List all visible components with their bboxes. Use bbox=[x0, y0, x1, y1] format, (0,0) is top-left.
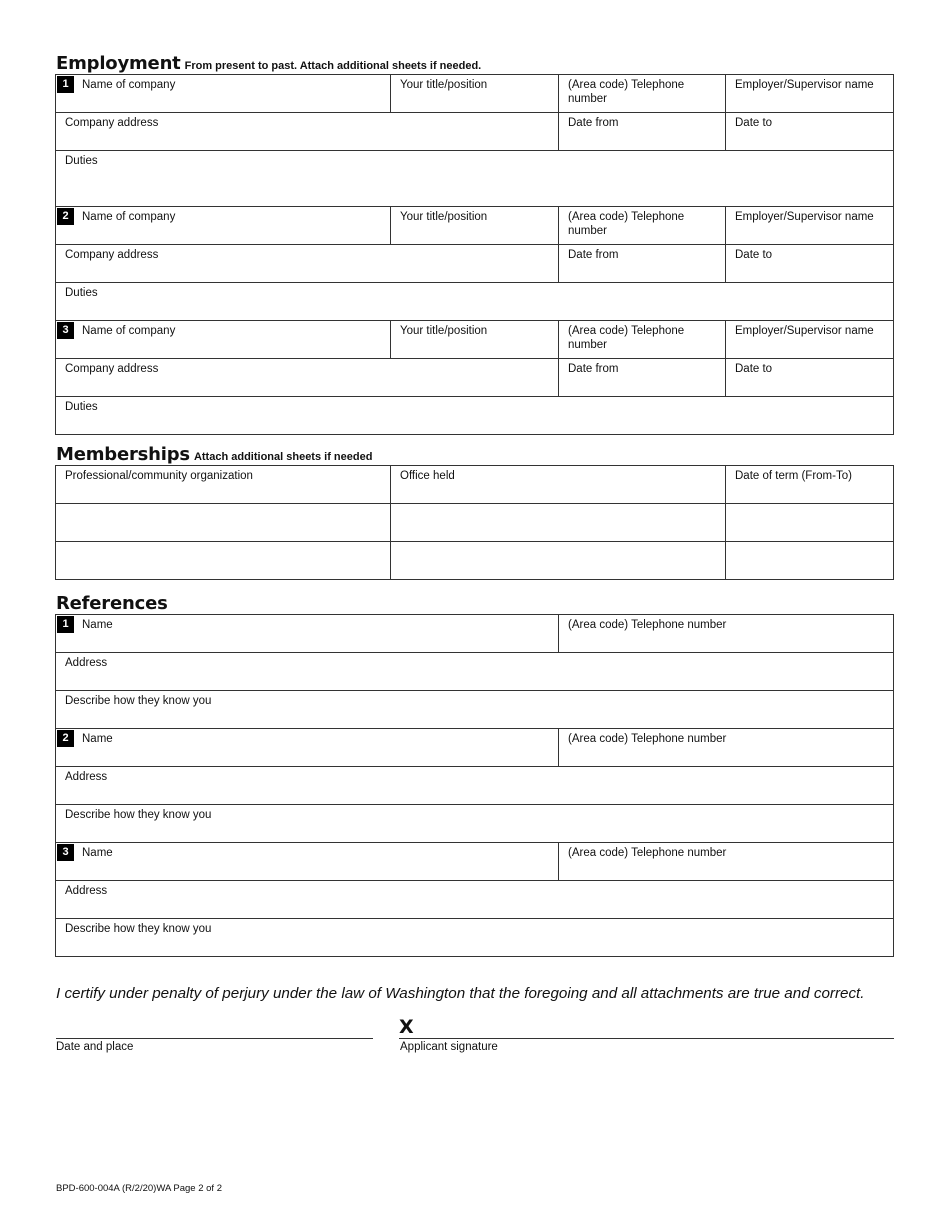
employment-row-2-top bbox=[56, 207, 894, 245]
membership-organization-field-3[interactable] bbox=[56, 542, 391, 580]
reference-1-describe-field[interactable] bbox=[56, 691, 894, 729]
reference-2-address-row bbox=[56, 767, 894, 805]
employment-2-supervisor-label: Employer/Supervisor name bbox=[735, 211, 874, 223]
reference-3-name-field[interactable] bbox=[56, 843, 559, 881]
employment-3-supervisor-label: Employer/Supervisor name bbox=[735, 325, 874, 337]
employment-1-number-badge: 1 bbox=[57, 76, 74, 93]
employment-3-number-badge: 3 bbox=[57, 322, 74, 339]
reference-1-name-field[interactable] bbox=[56, 615, 559, 653]
employment-table bbox=[55, 74, 894, 435]
employment-1-address-label: Company address bbox=[65, 117, 159, 129]
reference-2-address-label: Address bbox=[65, 771, 108, 783]
employment-1-duties-field[interactable] bbox=[56, 151, 894, 207]
employment-1-date-from-label: Date from bbox=[568, 117, 619, 129]
membership-office-field[interactable] bbox=[391, 466, 726, 504]
reference-1-number-badge: 1 bbox=[57, 616, 74, 633]
employment-2-title-field[interactable] bbox=[391, 207, 559, 245]
reference-3-address-row bbox=[56, 881, 894, 919]
date-place-label: Date and place bbox=[56, 1041, 134, 1053]
employment-3-date-from-label: Date from bbox=[568, 363, 619, 375]
reference-2-top-row bbox=[56, 729, 894, 767]
employment-1-date-from-field[interactable] bbox=[559, 113, 726, 151]
employment-2-phone-field[interactable] bbox=[559, 207, 726, 245]
employment-3-title-field[interactable] bbox=[391, 321, 559, 359]
reference-3-name-label: Name bbox=[82, 847, 113, 859]
reference-1-describe-row bbox=[56, 691, 894, 729]
reference-1-phone-field[interactable] bbox=[559, 615, 894, 653]
employment-subtitle: From present to past. Attach additional sheets if needed. bbox=[184, 60, 482, 72]
reference-2-describe-row bbox=[56, 805, 894, 843]
form-id-footer: BPD-600-004A (R/2/20)WA Page 2 of 2 bbox=[56, 1183, 222, 1194]
employment-3-supervisor-field[interactable] bbox=[726, 321, 894, 359]
employment-3-company-label: Name of company bbox=[82, 325, 176, 337]
employment-1-company-field[interactable] bbox=[56, 75, 391, 113]
reference-3-phone-field[interactable] bbox=[559, 843, 894, 881]
employment-2-title-label: Your title/position bbox=[400, 211, 488, 223]
employment-1-supervisor-field[interactable] bbox=[726, 75, 894, 113]
reference-2-phone-label: (Area code) Telephone number bbox=[568, 733, 727, 745]
employment-2-supervisor-field[interactable] bbox=[726, 207, 894, 245]
employment-row-2-mid bbox=[56, 245, 894, 283]
memberships-row-2 bbox=[56, 504, 894, 542]
employment-2-date-from-field[interactable] bbox=[559, 245, 726, 283]
reference-2-name-label: Name bbox=[82, 733, 113, 745]
employment-3-duties-field[interactable] bbox=[56, 397, 894, 435]
employment-2-number-badge: 2 bbox=[57, 208, 74, 225]
date-place-line[interactable] bbox=[56, 1038, 373, 1039]
memberships-subtitle: Attach additional sheets if needed bbox=[193, 451, 373, 463]
reference-3-phone-label: (Area code) Telephone number bbox=[568, 847, 727, 859]
employment-row-3-mid bbox=[56, 359, 894, 397]
reference-2-describe-label: Describe how they know you bbox=[65, 809, 212, 821]
employment-2-date-from-label: Date from bbox=[568, 249, 619, 261]
membership-term-field-3[interactable] bbox=[726, 542, 894, 580]
references-title: References bbox=[56, 593, 168, 614]
employment-title: Employment bbox=[56, 53, 181, 74]
employment-1-phone-field[interactable] bbox=[559, 75, 726, 113]
employment-3-duties-label: Duties bbox=[65, 401, 98, 413]
employment-2-date-to-field[interactable] bbox=[726, 245, 894, 283]
employment-1-title-field[interactable] bbox=[391, 75, 559, 113]
employment-2-address-label: Company address bbox=[65, 249, 159, 261]
reference-1-name-label: Name bbox=[82, 619, 113, 631]
employment-3-address-label: Company address bbox=[65, 363, 159, 375]
membership-term-label: Date of term (From-To) bbox=[735, 470, 852, 482]
employment-heading bbox=[56, 53, 481, 74]
reference-2-describe-field[interactable] bbox=[56, 805, 894, 843]
certification-statement: I certify under penalty of perjury under the law of Washington that the foregoing and all attachments are true and correct. bbox=[56, 985, 865, 1002]
membership-office-field-2[interactable] bbox=[391, 504, 726, 542]
reference-3-address-label: Address bbox=[65, 885, 108, 897]
employment-3-date-to-field[interactable] bbox=[726, 359, 894, 397]
memberships-row-3 bbox=[56, 542, 894, 580]
reference-1-phone-label: (Area code) Telephone number bbox=[568, 619, 727, 631]
membership-organization-field[interactable] bbox=[56, 466, 391, 504]
membership-term-field[interactable] bbox=[726, 466, 894, 504]
employment-2-duties-field[interactable] bbox=[56, 283, 894, 321]
employment-2-address-field[interactable] bbox=[56, 245, 559, 283]
employment-3-phone-field[interactable] bbox=[559, 321, 726, 359]
memberships-title: Memberships bbox=[56, 444, 190, 465]
employment-2-duties-label: Duties bbox=[65, 287, 98, 299]
reference-1-address-field[interactable] bbox=[56, 653, 894, 691]
employment-row-1-mid bbox=[56, 113, 894, 151]
employment-row-1-top bbox=[56, 75, 894, 113]
reference-1-address-row bbox=[56, 653, 894, 691]
employment-row-2-duties bbox=[56, 283, 894, 321]
employment-3-date-to-label: Date to bbox=[735, 363, 773, 375]
reference-2-phone-field[interactable] bbox=[559, 729, 894, 767]
membership-term-field-2[interactable] bbox=[726, 504, 894, 542]
reference-3-top-row bbox=[56, 843, 894, 881]
references-table bbox=[55, 614, 894, 957]
employment-3-address-field[interactable] bbox=[56, 359, 559, 397]
employment-1-duties-label: Duties bbox=[65, 155, 98, 167]
employment-1-phone-label: (Area code) Telephone number bbox=[568, 79, 685, 105]
employment-1-title-label: Your title/position bbox=[400, 79, 488, 91]
reference-3-describe-field[interactable] bbox=[56, 919, 894, 957]
reference-2-address-field[interactable] bbox=[56, 767, 894, 805]
membership-office-label: Office held bbox=[400, 470, 455, 482]
reference-3-describe-row bbox=[56, 919, 894, 957]
employment-1-supervisor-label: Employer/Supervisor name bbox=[735, 79, 874, 91]
reference-2-number-badge: 2 bbox=[57, 730, 74, 747]
employment-row-3-duties bbox=[56, 397, 894, 435]
memberships-heading bbox=[56, 444, 372, 465]
applicant-signature-line[interactable] bbox=[399, 1038, 894, 1039]
employment-1-company-label: Name of company bbox=[82, 79, 176, 91]
reference-1-describe-label: Describe how they know you bbox=[65, 695, 212, 707]
employment-1-date-to-label: Date to bbox=[735, 117, 773, 129]
employment-3-phone-label: (Area code) Telephone number bbox=[568, 325, 685, 351]
employment-row-3-top bbox=[56, 321, 894, 359]
reference-3-describe-label: Describe how they know you bbox=[65, 923, 212, 935]
reference-3-number-badge: 3 bbox=[57, 844, 74, 861]
memberships-table bbox=[55, 465, 894, 580]
employment-2-company-field[interactable] bbox=[56, 207, 391, 245]
reference-1-top-row bbox=[56, 615, 894, 653]
reference-1-address-label: Address bbox=[65, 657, 108, 669]
membership-organization-field-2[interactable] bbox=[56, 504, 391, 542]
employment-2-phone-label: (Area code) Telephone number bbox=[568, 211, 685, 237]
employment-row-1-duties bbox=[56, 151, 894, 207]
employment-3-date-from-field[interactable] bbox=[559, 359, 726, 397]
membership-office-field-3[interactable] bbox=[391, 542, 726, 580]
membership-organization-label: Professional/community organization bbox=[65, 470, 253, 482]
signature-x-mark: X bbox=[399, 1016, 414, 1038]
reference-2-name-field[interactable] bbox=[56, 729, 559, 767]
employment-2-company-label: Name of company bbox=[82, 211, 176, 223]
memberships-header-row bbox=[56, 466, 894, 504]
employment-1-date-to-field[interactable] bbox=[726, 113, 894, 151]
employment-3-title-label: Your title/position bbox=[400, 325, 488, 337]
employment-1-address-field[interactable] bbox=[56, 113, 559, 151]
applicant-signature-label: Applicant signature bbox=[400, 1041, 498, 1053]
reference-3-address-field[interactable] bbox=[56, 881, 894, 919]
references-heading bbox=[56, 593, 168, 614]
employment-3-company-field[interactable] bbox=[56, 321, 391, 359]
employment-2-date-to-label: Date to bbox=[735, 249, 773, 261]
